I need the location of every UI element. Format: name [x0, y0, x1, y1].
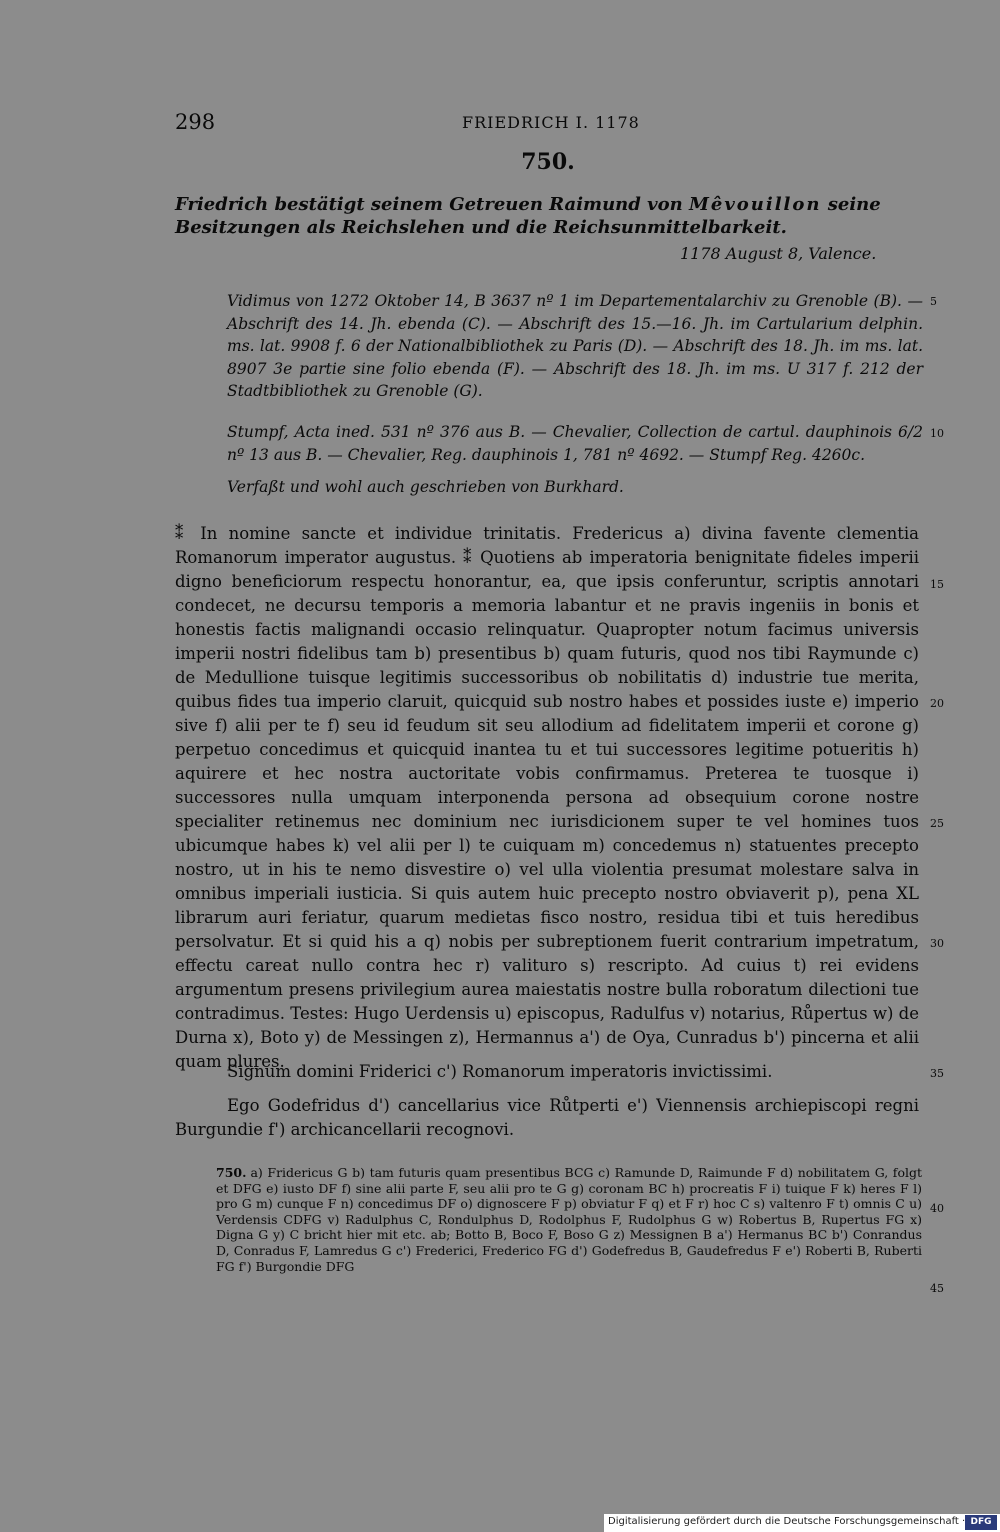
- apparatus-number: 750.: [216, 1165, 247, 1180]
- line-number: 45: [930, 1282, 944, 1295]
- running-title: FRIEDRICH I. 1178: [462, 113, 640, 132]
- line-number: 30: [930, 937, 944, 950]
- apparatus-text: a) Fridericus G b) tam futuris quam presentibus BCG c) Ramunde D, Raimunde F d) nobilitatem G, folgt et DFG e) iusto DF f) sine alii parte F, seu alii pro te G g) coronam BC h) procreatis F i) tuique F k) heres F l) pro G m) cunque F n) concedimus DF o) dignoscere F p) obviatur F q) et F r) hoc C s) valtenro F t) omnis C u) Verdensis CDFG v) Radulphus C, Rondulphus D, Rodolphus F, Rudolphus G w) Robertus B, Rupertus FG x) Digna G y) C bricht hier mit etc. ab; Botto B, Boco F, Boso G z) Messignen B a') Hermanus BC b') Conrandus D, Conradus F, Lamredus G c') Frederici, Frederico FG d') Godefredus B, Gaudefredus F e') Roberti B, Ruberti FG f') Burgondie DFG: [216, 1165, 922, 1274]
- line-number: 15: [930, 578, 944, 591]
- summary-part-1: Friedrich bestätigt seinem Getreuen Raimund von: [175, 194, 689, 215]
- source-tradition: Vidimus von 1272 Oktober 14, B 3637 nº 1 im Departementalarchiv zu Grenoble (B). — Abschrift des 14. Jh. ebenda (C). — Abschrift des 15.—16. Jh. im Cartularium delphin. ms. lat. 9908 f. 6 der Nationalbibliothek zu Paris (D). — Abschrift des 18. Jh. im ms. lat. 8907 3e partie sine folio ebenda (F). — Abschrift des 18. Jh. im ms. U 317 f. 212 der Stadtbibliothek zu Grenoble (G).: [227, 292, 923, 401]
- line-number: 20: [930, 697, 944, 710]
- line-number: 35: [930, 1067, 944, 1080]
- line-number: 40: [930, 1202, 944, 1215]
- recognition-line: Ego Godefridus d') cancellarius vice Růtperti e') Viennensis archiepiscopi regni Burgundie f') archicancellarii recognovi.: [175, 1096, 919, 1139]
- dateline: 1178 August 8, Valence.: [680, 244, 877, 263]
- charter-text: ⁑ In nomine sancte et individue trinitatis. Fredericus a) divina favente clementia Romanorum imperator augustus. ⁑ Quotiens ab imperatoria benignitate fideles imperii digno beneficiorum respectu honorantur, ea, que ipsis conferuntur, scriptis annotari condecet, ne decursu temporis a memoria labantur et ne pravis ingeniis in bonis et honestis factis malignandi occasio relinquatur. Quapropter notum facimus universis imperii nostri fidelibus tam b) presentibus b) quam futuris, quod nos tibi Raymunde c) de Medullione tuisque legitimis successoribus ob nobilitatis d) industrie tue merita, quibus fides tua imperio claruit, quicquid sub nostro habes et possides iuste e) imperio sive f) alii per te f) seu id feudum sit seu allodium ad fidelitatem imperii et corone g) perpetuo concedimus et quicquid inantea tu et tui successores legitime potueritis h) aquirere et hec nostra auctoritate vobis confirmamus. Preterea te tuosque i) successores nulla umquam interponenda persona ad obsequium corone nostre specialiter retinemus nec dominium nec iurisdicionem super te vel homines tuos ubicumque habes k) vel alii per l) te cuiquam m) concedemus n) statuentes precepto nostro, ut in his te nemo disvestire o) vel ulla violentia presumat molestare salva in omnibus imperiali iusticia. Si quis autem huic precepto nostro obviaverit p), pena XL librarum auri feriatur, quarum medietas fisco nostro, residua tibi et tuis heredibus persolvatur. Et si quid his a q) nobis per subreptionem fuerit contrarium impetratum, effectu careat nullo contra hec r) valituro s) rescripto. Ad cuius t) rei evidens argumentum presens privilegium aurea maiestatis nostre bulla roboratum dilectioni tue contradimus. Testes: Hugo Uerdensis u) episcopus, Radulfus v) notarius, Růpertus w) de Durna x), Boto y) de Messingen z), Hermannus a') de Oya, Cunradus b') pincerna et alii quam plures.: [175, 524, 919, 1071]
- footer-credit[interactable]: Digitalisierung gefördert durch die Deutsche Forschungsgemeinschaft ·: [608, 1516, 966, 1527]
- document-summary: [175, 193, 923, 239]
- summary-part-2: seine Besitzungen als Reichslehen und die Reichsunmittelbarkeit.: [175, 194, 881, 238]
- summary-place-name: Mêvouillon: [688, 194, 822, 215]
- line-number: 10: [930, 427, 944, 440]
- dfg-logo[interactable]: DFG: [965, 1515, 997, 1530]
- line-number: 25: [930, 817, 944, 830]
- source-editions: Stumpf, Acta ined. 531 nº 376 aus B. — Chevalier, Collection de cartul. dauphinois 6/2 nº 13 aus B. — Chevalier, Reg. dauphinois 1, 781 nº 4692. — Stumpf Reg. 4260c.: [227, 423, 923, 464]
- line-number: 5: [930, 295, 937, 308]
- signum-line: Signum domini Friderici c') Romanorum imperatoris invictissimi.: [227, 1062, 773, 1081]
- document-number: 750.: [521, 149, 575, 175]
- source-authorship: Verfaßt und wohl auch geschrieben von Burkhard.: [227, 478, 624, 496]
- page-number: 298: [175, 110, 216, 134]
- critical-apparatus: [216, 1165, 922, 1274]
